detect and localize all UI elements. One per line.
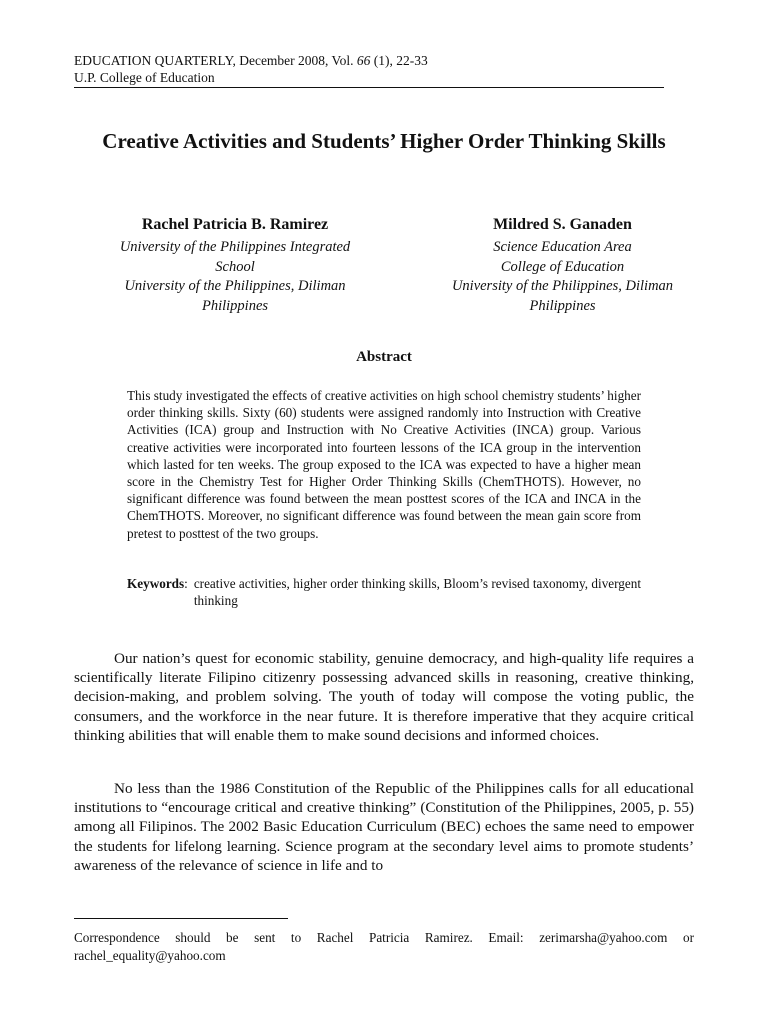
body-paragraph: Our nation’s quest for economic stability, genuine democracy, and high-quality life requires a scientifically literate Filipino citizenry possessing advanced skills in reasoning, creative thinking, decision-making, and problem solving. The youth of today will compose the voting public, the consumers, and the workforce in the near future. It is therefore imperative that they acquire critical thinking abilities that will enable them to make sound decisions and informed choices.	[74, 650, 694, 744]
footnote-divider	[74, 918, 288, 919]
abstract-text: This study investigated the effects of creative activities on high school chemistry students’ higher order thinking skills. Sixty (60) students were assigned randomly into Instruction with Creative Activities (ICA) group and Instruction with No Creative Activities (INCA) group. Various creative activities were incorporated into fourteen lessons of the ICA group in the intervention which lasted for ten weeks. The group exposed to the ICA was expected to have a higher mean score in the Chemistry Test for Higher Order Thinking Skills (ChemTHOTS). However, no significant difference was found between the mean posttest scores of the ICA and INCA in the ChemTHOTS. Moreover, no significant difference was found between the mean gain score from pretest to posttest of the two groups.	[127, 388, 641, 541]
volume-number: 66	[356, 53, 371, 68]
abstract-heading: Abstract	[356, 349, 412, 365]
publisher: U.P. College of Education	[74, 69, 664, 88]
author-name: Rachel Patricia B. Ramirez	[141, 216, 329, 233]
author-affiliation: Science Education Area	[493, 239, 632, 255]
paper-title: Creative Activities and Students’ Higher Order Thinking Skills	[102, 129, 666, 153]
keywords-text: creative activities, higher order thinking skills, Bloom’s revised taxonomy, divergent thinking	[193, 576, 641, 609]
author-affiliation: University of the Philippines Integrated School	[119, 239, 351, 275]
running-head	[74, 52, 664, 88]
keywords: Keywords: creative activities, higher order thinking skills, Bloom’s revised taxonomy, divergent thinking	[127, 576, 641, 609]
author-name: Mildred S. Ganaden	[493, 216, 632, 233]
footnote: Correspondence should be sent to Rachel Patricia Ramirez. Email: zerimarsha@yahoo.com or rachel_equality@yahoo.com	[74, 930, 694, 963]
author-affiliation: College of Education	[500, 258, 625, 275]
author-block-1	[100, 214, 370, 316]
author-affiliation: University of the Philippines, Diliman Philippines	[451, 278, 674, 314]
journal-citation	[74, 52, 664, 69]
keywords-label: Keywords	[127, 576, 185, 591]
issue-pages: (1), 22-33	[370, 53, 428, 68]
author-affiliation: University of the Philippines, Diliman Philippines	[124, 278, 346, 314]
body-paragraph: No less than the 1986 Constitution of the Republic of the Philippines calls for all educational institutions to “encourage critical and creative thinking” (Constitution of the Philippines, 2005, p. 55) among all Filipinos. The 2002 Basic Education Curriculum (BEC) echoes the same need to empower the students for lifelong learning. Science program at the secondary level aims to promote students’ awareness of the relevance of science in life and to	[74, 780, 694, 874]
journal-name: EDUCATION QUARTERLY, December 2008, Vol.	[74, 53, 357, 68]
author-block-2	[430, 214, 695, 316]
